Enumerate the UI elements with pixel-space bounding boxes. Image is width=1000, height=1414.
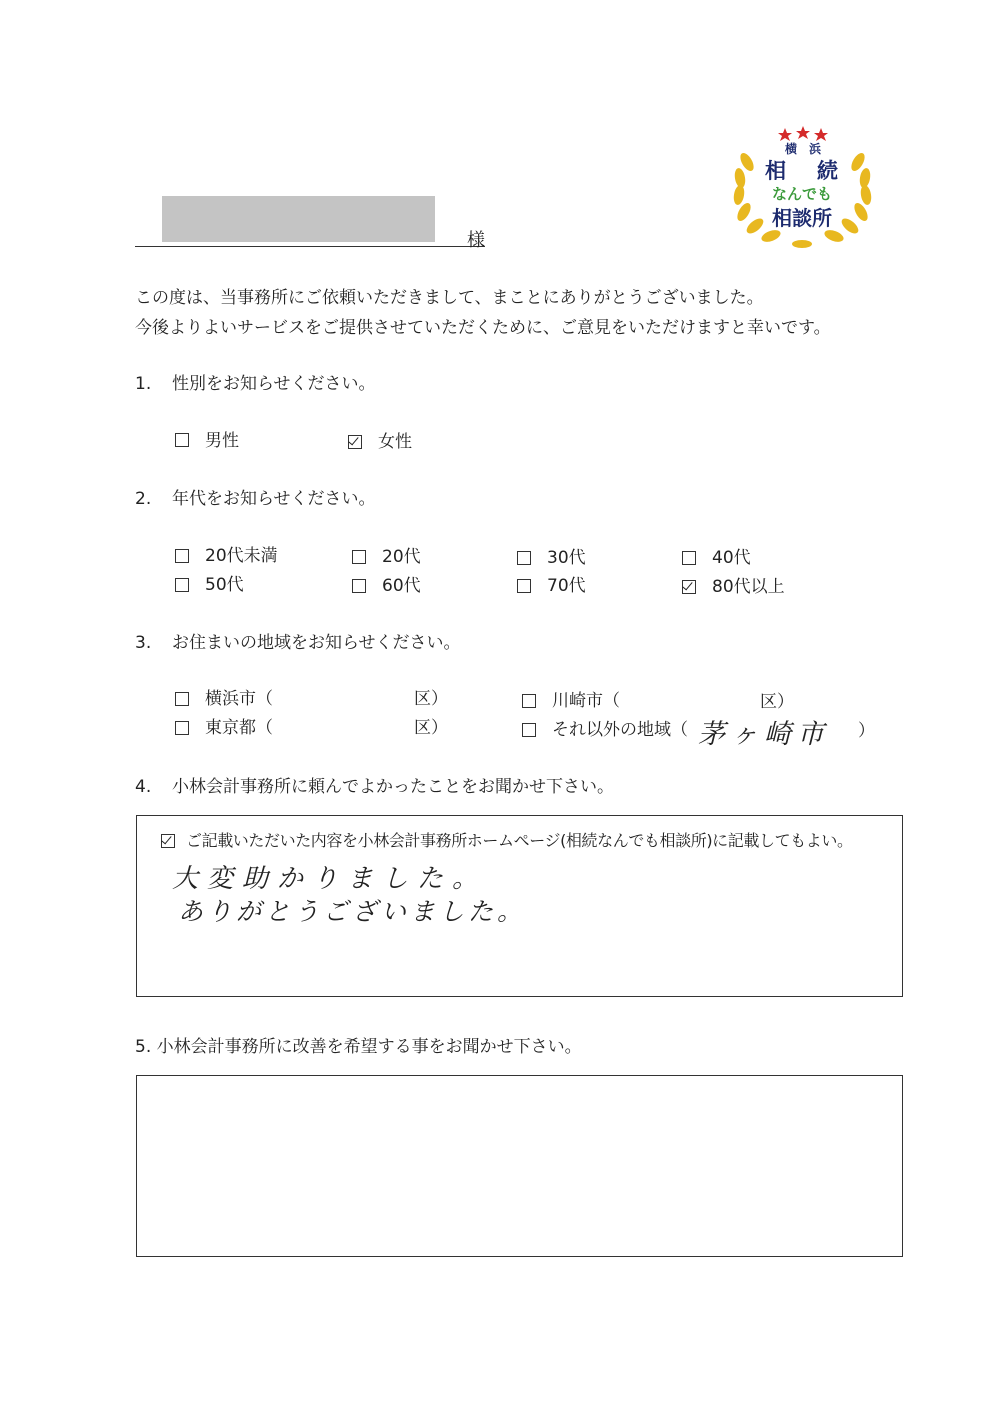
q3-ward-tokyo: 区） <box>414 718 448 738</box>
q1-checkbox-male[interactable] <box>175 433 189 447</box>
intro-line-1: この度は、当事務所にご依頼いただきまして、まことにありがとうございました。 <box>135 288 764 308</box>
recipient-honorific: 様 <box>467 230 485 251</box>
q2-label-70s: 70代 <box>547 576 586 596</box>
q3-label-other: それ以外の地域（ <box>552 720 688 740</box>
q4-consent-text: ご記載いただいた内容を小林会計事務所ホームページ(相続なんでも相談所)に記載してもよい。 <box>186 831 853 850</box>
stars-icon <box>778 126 828 141</box>
q3-number: 3. <box>135 633 152 653</box>
recipient-underline <box>135 246 485 247</box>
q3-question: お住まいの地域をお知らせください。 <box>172 633 461 653</box>
q2-label-30s: 30代 <box>547 548 586 568</box>
q2-label-50s: 50代 <box>205 575 244 595</box>
q2-label-40s: 40代 <box>712 548 751 568</box>
q4-consent-checkbox[interactable] <box>161 834 175 848</box>
q5-answer-box[interactable] <box>136 1075 903 1257</box>
q2-label-60s: 60代 <box>382 576 421 596</box>
q4-answer-line-2: ありがとうございました。 <box>178 897 527 926</box>
q2-checkbox-under20[interactable] <box>175 549 189 563</box>
q3-checkbox-kawasaki[interactable] <box>522 694 536 708</box>
q3-close-paren: ） <box>858 721 875 741</box>
q4-answer-line-1: 大変助かりました。 <box>172 864 488 894</box>
q3-label-kawasaki: 川崎市（ <box>552 691 620 711</box>
q4-question: 小林会計事務所に頼んでよかったことをお聞かせ下さい。 <box>172 777 614 797</box>
q3-checkbox-other[interactable] <box>522 723 536 737</box>
logo-emblem <box>725 122 880 252</box>
q2-label-80plus: 80代以上 <box>712 577 785 597</box>
q2-question: 年代をお知らせください。 <box>172 489 376 509</box>
q3-ward-kawasaki: 区） <box>760 692 794 712</box>
q3-other-handwritten: 茅ヶ崎市 <box>698 719 830 750</box>
q3-checkbox-tokyo[interactable] <box>175 721 189 735</box>
q2-number: 2. <box>135 489 152 509</box>
logo-line-souzoku-right: 続 <box>817 159 838 183</box>
q2-checkbox-30s[interactable] <box>517 551 531 565</box>
q2-label-20s: 20代 <box>382 547 421 567</box>
q1-label-male: 男性 <box>205 431 239 451</box>
q1-question: 性別をお知らせください。 <box>172 374 376 394</box>
q4-number: 4. <box>135 777 152 797</box>
q1-checkbox-female[interactable] <box>348 435 362 449</box>
q2-checkbox-40s[interactable] <box>682 551 696 565</box>
intro-line-2: 今後よりよいサービスをご提供させていただくために、ご意見をいただけますと幸いです。 <box>135 318 831 338</box>
recipient-name-redacted <box>162 196 435 242</box>
q3-ward-yokohama: 区） <box>414 689 448 709</box>
logo-line-nandemo: なんでも <box>771 185 832 203</box>
q1-label-female: 女性 <box>378 432 412 452</box>
q2-checkbox-50s[interactable] <box>175 578 189 592</box>
q1-number: 1. <box>135 374 152 394</box>
q2-checkbox-70s[interactable] <box>517 579 531 593</box>
logo-line-soudanjo: 相談所 <box>772 206 832 230</box>
q2-label-under20: 20代未満 <box>205 546 278 566</box>
q2-checkbox-80plus[interactable] <box>682 580 696 594</box>
q3-label-tokyo: 東京都（ <box>205 718 273 738</box>
q2-checkbox-20s[interactable] <box>352 550 366 564</box>
logo-line-yokohama: 横 浜 <box>784 142 821 156</box>
q3-label-yokohama: 横浜市（ <box>205 689 273 709</box>
logo-line-souzoku-left: 相 <box>765 159 786 183</box>
q3-checkbox-yokohama[interactable] <box>175 692 189 706</box>
q5-question: 5. 小林会計事務所に改善を希望する事をお聞かせ下さい。 <box>135 1037 582 1057</box>
q2-checkbox-60s[interactable] <box>352 579 366 593</box>
